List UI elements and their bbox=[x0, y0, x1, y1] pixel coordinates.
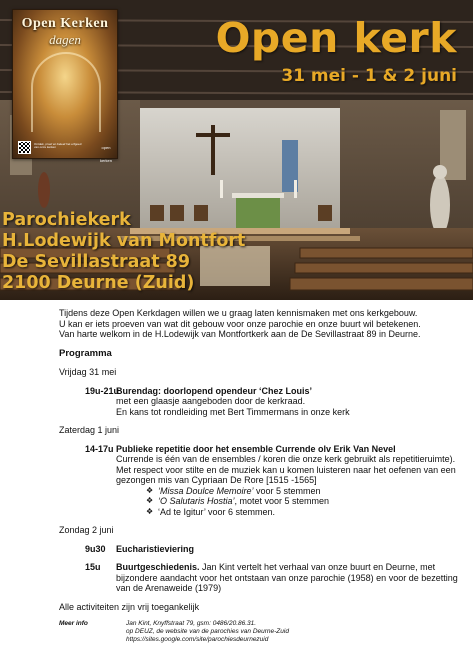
poster-logo: open kerken bbox=[99, 145, 112, 163]
flyer-content bbox=[59, 308, 469, 644]
event-title: Publieke repetitie door het ensemble Currende olv Erik Van Nevel bbox=[116, 443, 396, 454]
address-line-3: De Sevillastraat 89 bbox=[2, 252, 191, 272]
event-body bbox=[116, 562, 469, 594]
hero-dates: 31 mei - 1 & 2 juni bbox=[281, 66, 457, 86]
qr-code-icon bbox=[18, 141, 31, 154]
event-title: Buurtgeschiedenis. bbox=[116, 562, 200, 572]
poster-arch-graphic bbox=[31, 52, 101, 132]
more-info-details bbox=[126, 620, 289, 644]
event-time: 15u bbox=[85, 562, 101, 572]
poster-title: Open Kerken bbox=[21, 16, 109, 31]
poster-footer-text: Ontdek, proef en beleef het erfgoed van onze kerken bbox=[34, 142, 82, 149]
church-address bbox=[2, 210, 245, 294]
event-item bbox=[59, 444, 469, 518]
bullet-icon: ❖ bbox=[146, 506, 154, 516]
contact-line: Jan Kint, Knyffstraat 79, gsm: 0486/20.86.31. bbox=[126, 620, 257, 627]
list-item bbox=[146, 486, 463, 497]
work-detail: voor 5 stemmen bbox=[253, 485, 321, 496]
day-label: Vrijdag 31 mei bbox=[59, 367, 117, 377]
event-description: Currende is één van de ensembles / koren die onze kerk gebruikt als repetitieruimte). Met respect voor stilte en de muziek kan u komen luisteren naar het oefenen van een gezongen mis van Cypriaan De Rore [1515 -1565] bbox=[116, 454, 456, 485]
day-label: Zondag 2 juni bbox=[59, 525, 114, 535]
bullet-icon: ❖ bbox=[146, 485, 154, 495]
event-time: 19u-21u bbox=[85, 385, 120, 396]
work-detail: ‘Ad te Igitur’ voor 6 stemmen. bbox=[158, 506, 276, 517]
address-line-4: 2100 Deurne (Zuid) bbox=[2, 273, 195, 293]
event-item bbox=[59, 544, 469, 555]
event-time: 14-17u bbox=[85, 443, 114, 454]
event-line: met een glaasje aangeboden door de kerkraad. bbox=[116, 396, 306, 406]
event-item bbox=[59, 386, 469, 418]
event-line: En kans tot rondleiding met Bert Timmermans in onze kerk bbox=[116, 406, 350, 417]
event-description: Jan Kint vertelt het verhaal van onze buurt en Deurne, met bijzondere aandacht voor het ontstaan van onze parochie (1958) en voor de bezetting van de Arenaweide (1979) bbox=[116, 562, 458, 593]
event-title: Eucharistieviering bbox=[116, 543, 195, 554]
address-line-1: Parochiekerk bbox=[2, 210, 131, 230]
website-description: op DEUZ, de website van de parochies van Deurne-Zuid bbox=[126, 628, 289, 635]
intro-line-3: Van harte welkom in de H.Lodewijk van Montfortkerk aan de De Sevillastraat 89 in Deurne. bbox=[59, 329, 421, 339]
intro-line-1: Tijdens deze Open Kerkdagen willen we u graag laten kennismaken met ons kerkgebouw. bbox=[59, 308, 418, 318]
bullet-icon: ❖ bbox=[146, 496, 154, 505]
more-info-label: Meer info bbox=[59, 620, 88, 627]
event-body bbox=[116, 386, 469, 418]
event-body bbox=[116, 544, 469, 555]
work-title: ‘O Salutaris Hostia’ bbox=[158, 496, 235, 506]
programma-heading: Programma bbox=[59, 347, 112, 359]
intro-text bbox=[59, 308, 469, 340]
work-list bbox=[116, 486, 463, 518]
website-url: https://sites.google.com/site/parochiesdeurnezuid bbox=[126, 636, 269, 643]
work-detail: , motet voor 5 stemmen bbox=[234, 496, 330, 506]
event-item bbox=[59, 562, 469, 594]
event-body bbox=[116, 444, 469, 518]
work-title: ‘Missa Doulce Memoire’ bbox=[158, 485, 254, 496]
list-item bbox=[146, 496, 463, 507]
more-info bbox=[59, 620, 469, 644]
intro-line-2: U kan er iets proeven van wat dit gebouw voor onze parochie en onze buurt wil betekenen. bbox=[59, 318, 421, 329]
day-label: Zaterdag 1 juni bbox=[59, 425, 120, 435]
open-kerken-poster bbox=[12, 9, 118, 163]
event-time: 9u30 bbox=[85, 543, 106, 554]
access-note: Alle activiteiten zijn vrij toegankelijk bbox=[59, 601, 200, 612]
hero-photo bbox=[0, 0, 473, 300]
list-item bbox=[146, 507, 463, 518]
address-line-2: H.Lodewijk van Montfort bbox=[2, 231, 246, 251]
hero-title: Open kerk bbox=[215, 14, 457, 62]
event-title: Burendag: doorlopend opendeur ‘Chez Louis’ bbox=[116, 385, 312, 396]
poster-subtitle: dagen bbox=[49, 32, 81, 47]
